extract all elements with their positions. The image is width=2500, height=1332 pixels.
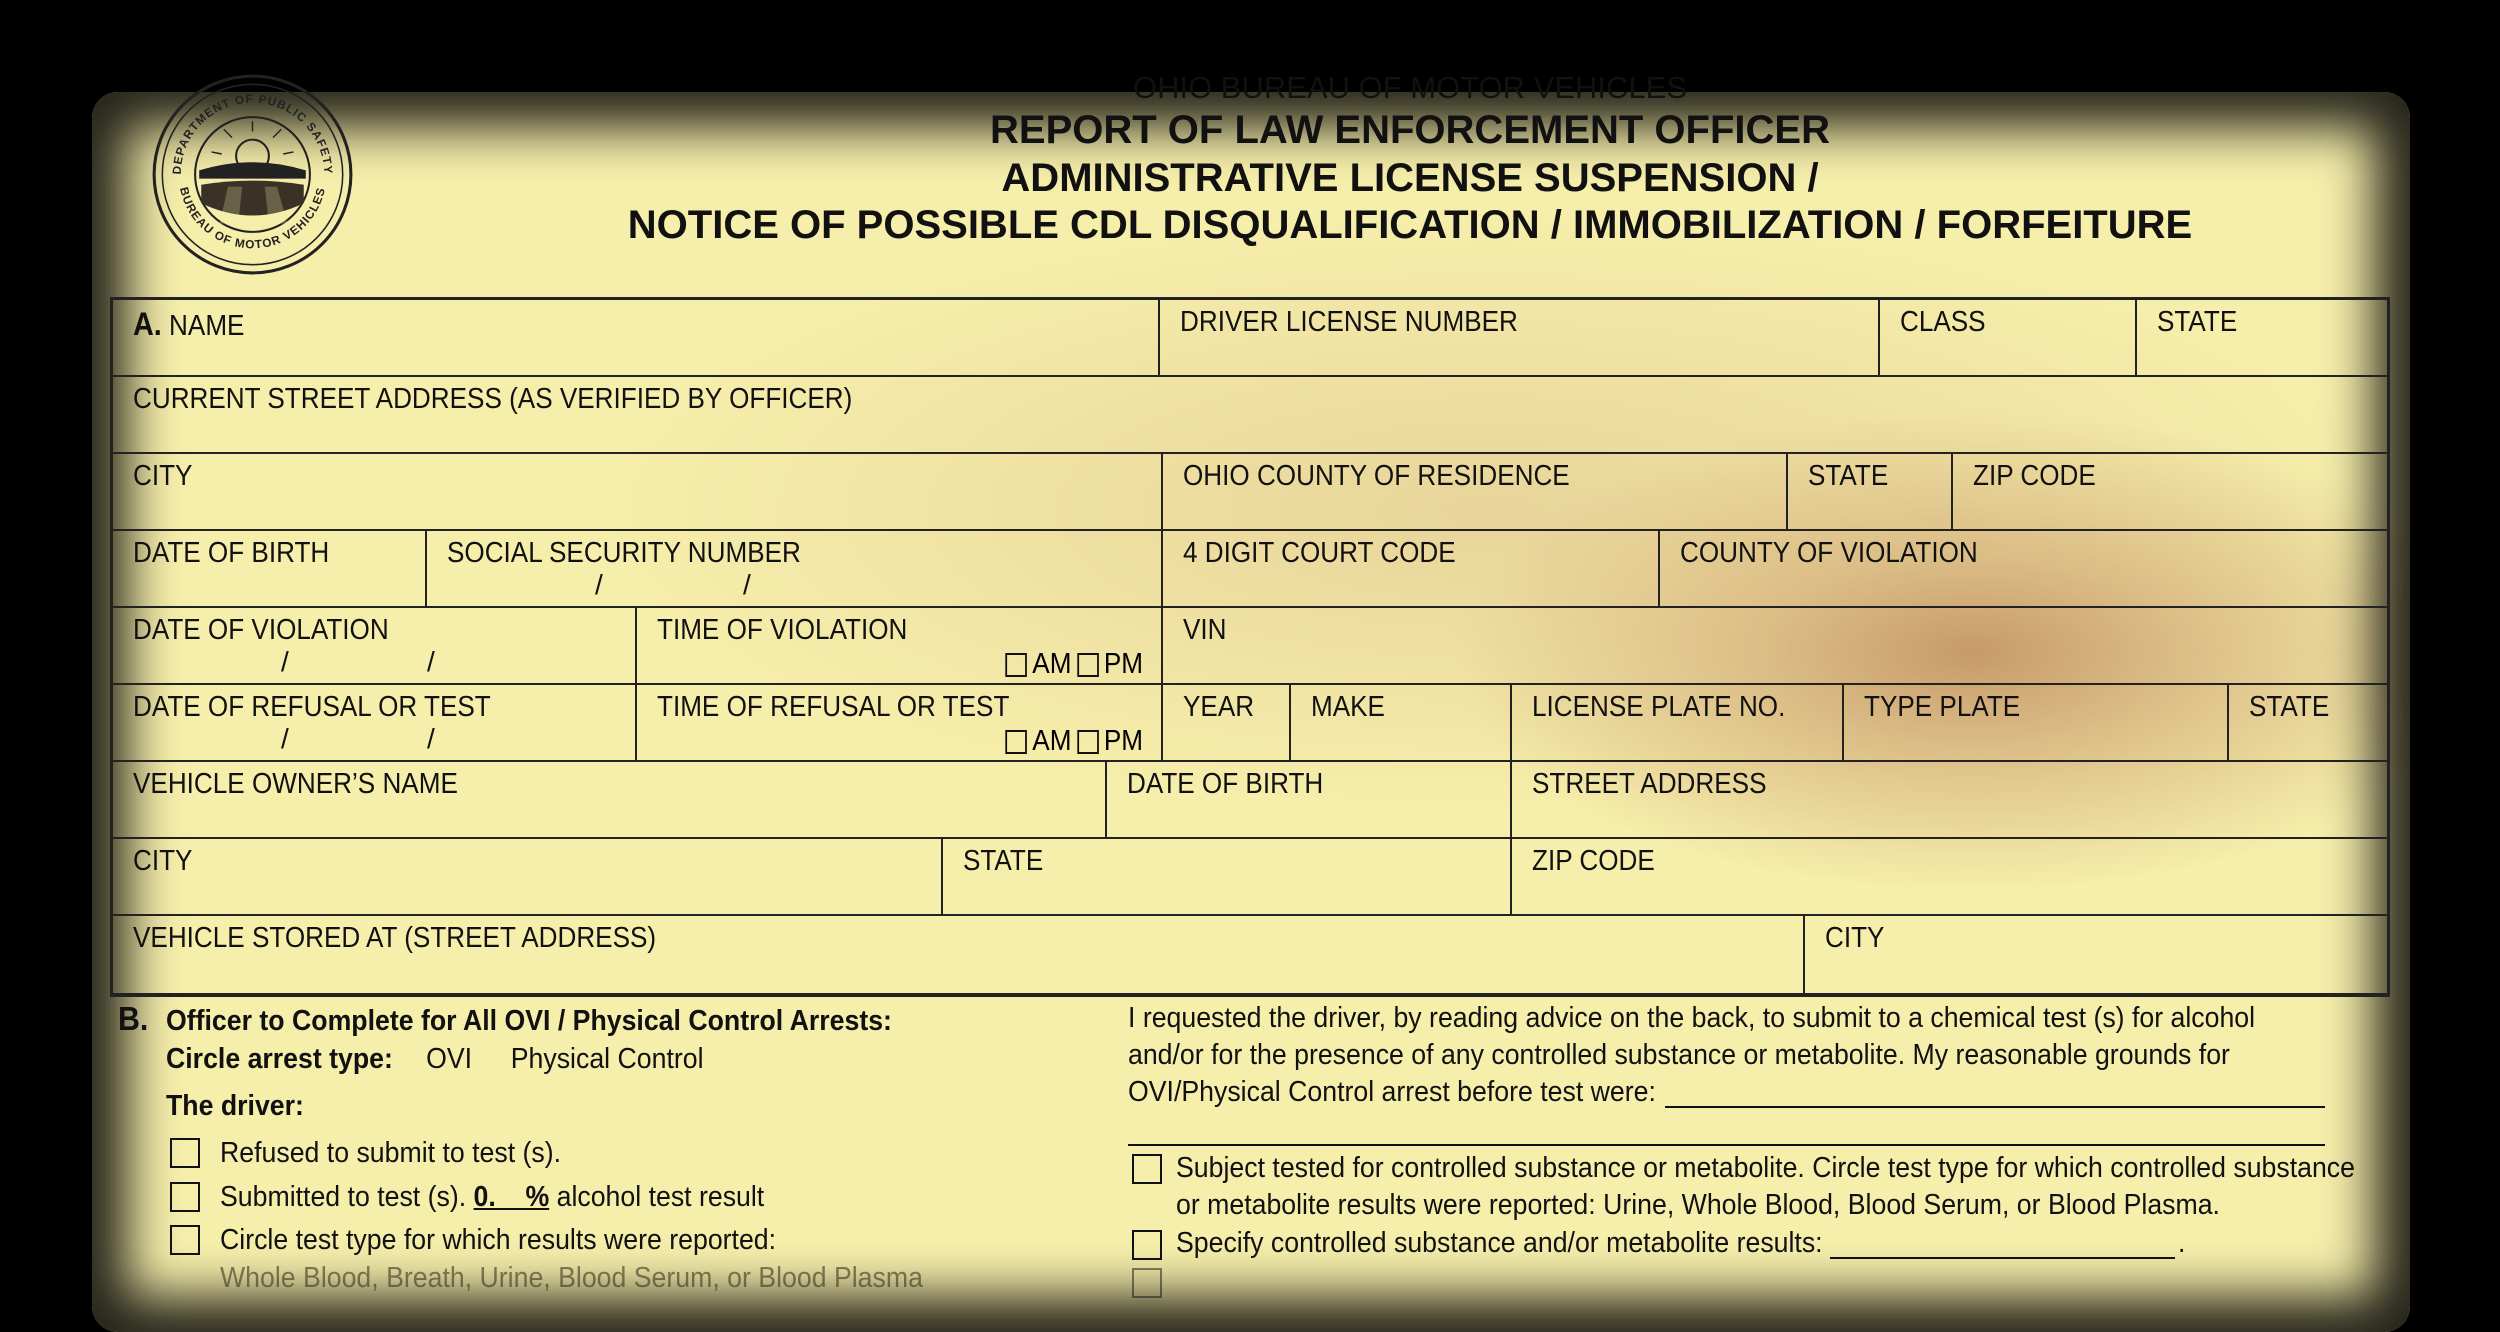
section-b-letter: B. bbox=[118, 1000, 149, 1037]
stored-at-field[interactable] bbox=[113, 916, 1803, 994]
county-violation-label: COUNTY OF VIOLATION bbox=[1680, 537, 1978, 569]
class-label: CLASS bbox=[1900, 306, 1986, 338]
row-owner bbox=[113, 762, 2387, 839]
date-slash-1: / bbox=[281, 723, 289, 754]
arrest-type-physical-control[interactable]: Physical Control bbox=[510, 1043, 704, 1075]
date-slash-1: / bbox=[281, 646, 289, 677]
svg-text:DEPARTMENT OF PUBLIC SAFETY: DEPARTMENT OF PUBLIC SAFETY bbox=[170, 92, 335, 175]
county-residence-label: OHIO COUNTY OF RESIDENCE bbox=[1183, 460, 1570, 492]
row-city bbox=[113, 454, 2387, 531]
dl-number-field[interactable] bbox=[1158, 300, 1878, 375]
specify-period: . bbox=[2178, 1227, 2186, 1259]
dl-number-label: DRIVER LICENSE NUMBER bbox=[1180, 306, 1518, 338]
partial-checkbox[interactable] bbox=[1132, 1268, 1162, 1298]
row-stored bbox=[113, 916, 2387, 994]
form-title-line3: NOTICE OF POSSIBLE CDL DISQUALIFICATION / IMMOBILIZATION / FORFEITURE bbox=[627, 203, 2193, 247]
type-plate-label: TYPE PLATE bbox=[1864, 691, 2021, 723]
row-dob bbox=[113, 531, 2387, 608]
section-b-heading: Officer to Complete for All OVI / Physical Control Arrests: bbox=[166, 1005, 892, 1037]
date-violation-label: DATE OF VIOLATION bbox=[133, 614, 389, 646]
the-driver-label: The driver: bbox=[166, 1090, 304, 1122]
dob-label: DATE OF BIRTH bbox=[1127, 768, 1324, 800]
time-refusal-field[interactable] bbox=[635, 685, 1161, 760]
circle-arrest-label: Circle arrest type: bbox=[166, 1043, 393, 1075]
time-refusal-label: TIME OF REFUSAL OR TEST bbox=[657, 691, 1010, 723]
specify-results-line[interactable] bbox=[1830, 1257, 2175, 1259]
owner-dob-field[interactable] bbox=[1105, 762, 1510, 837]
refused-label: Refused to submit to test (s). bbox=[220, 1137, 562, 1169]
city-field[interactable] bbox=[113, 454, 1161, 529]
owner-zip-field[interactable] bbox=[1510, 839, 2393, 914]
vin-label: VIN bbox=[1183, 614, 1227, 646]
owner-state-field[interactable] bbox=[941, 839, 1510, 914]
year-field[interactable] bbox=[1161, 685, 1289, 760]
court-code-label: 4 DIGIT COURT CODE bbox=[1183, 537, 1456, 569]
pm-checkbox[interactable] bbox=[1077, 653, 1099, 677]
owner-city-field[interactable] bbox=[113, 839, 941, 914]
seal-logo bbox=[150, 72, 355, 277]
test-types-list: Whole Blood, Breath, Urine, Blood Serum, or Blood Plasma bbox=[220, 1262, 923, 1294]
row-owner-city bbox=[113, 839, 2387, 916]
plate-number-field[interactable] bbox=[1510, 685, 1842, 760]
reasonable-grounds-line-1[interactable] bbox=[1665, 1106, 2325, 1108]
stored-city-field[interactable] bbox=[1803, 916, 2393, 994]
owner-name-label: VEHICLE OWNER’S NAME bbox=[133, 768, 458, 800]
request-paragraph-line3: OVI/Physical Control arrest before test were: bbox=[1128, 1076, 1656, 1108]
alcohol-result-label: alcohol test result bbox=[556, 1181, 765, 1213]
form-title-line2: ADMINISTRATIVE LICENSE SUSPENSION / bbox=[1001, 156, 1819, 200]
vin-field[interactable] bbox=[1161, 608, 2393, 683]
arrest-type-ovi[interactable]: OVI bbox=[426, 1043, 473, 1075]
license-state-field[interactable] bbox=[2135, 300, 2393, 375]
name-field[interactable] bbox=[113, 300, 1158, 375]
pm-label: PM bbox=[1103, 725, 1143, 757]
specify-label: Specify controlled substance and/or metabolite results: bbox=[1176, 1227, 1823, 1259]
street-label: CURRENT STREET ADDRESS (AS VERIFIED BY OFFICER) bbox=[133, 383, 853, 415]
test-type-checkbox[interactable] bbox=[170, 1225, 200, 1255]
submitted-label: Submitted to test (s). bbox=[220, 1181, 467, 1213]
make-label: MAKE bbox=[1311, 691, 1385, 723]
state-label: STATE bbox=[2249, 691, 2330, 723]
section-a-grid bbox=[110, 297, 2390, 997]
zip-label: ZIP CODE bbox=[1973, 460, 2096, 492]
city-label: CITY bbox=[1825, 922, 1885, 954]
agency-name: OHIO BUREAU OF MOTOR VEHICLES bbox=[1132, 70, 1688, 105]
dob-field[interactable] bbox=[113, 531, 425, 606]
submitted-checkbox[interactable] bbox=[170, 1182, 200, 1212]
circle-test-label: Circle test type for which results were reported: bbox=[220, 1224, 777, 1256]
residence-state-field[interactable] bbox=[1786, 454, 1951, 529]
city-label: CITY bbox=[133, 460, 193, 492]
am-checkbox[interactable] bbox=[1005, 730, 1027, 754]
ssn-slash-2: / bbox=[743, 569, 751, 600]
row-address bbox=[113, 377, 2387, 454]
row-refusal bbox=[113, 685, 2387, 762]
tested-line2: or metabolite results were reported: Urine, Whole Blood, Blood Serum, or Blood Plasma. bbox=[1176, 1189, 2220, 1221]
alcohol-result-value[interactable]: 0. % bbox=[473, 1181, 550, 1213]
stored-at-label: VEHICLE STORED AT (STREET ADDRESS) bbox=[133, 922, 657, 954]
state-label: STATE bbox=[2157, 306, 2238, 338]
state-label: STATE bbox=[963, 845, 1044, 877]
specify-checkbox[interactable] bbox=[1132, 1230, 1162, 1260]
street-address-field[interactable] bbox=[113, 377, 2387, 452]
am-label: AM bbox=[1032, 725, 1072, 757]
name-label: NAME bbox=[169, 310, 245, 342]
date-refusal-field[interactable] bbox=[113, 685, 635, 760]
row-name bbox=[113, 300, 2387, 377]
refused-checkbox[interactable] bbox=[170, 1138, 200, 1168]
time-violation-field[interactable] bbox=[635, 608, 1161, 683]
tested-line1: Subject tested for controlled substance or metabolite. Circle test type for which controlled substance bbox=[1176, 1152, 2355, 1184]
svg-text:BUREAU OF MOTOR VEHICLES: BUREAU OF MOTOR VEHICLES bbox=[176, 185, 329, 252]
ssn-field[interactable] bbox=[425, 531, 1161, 606]
time-violation-label: TIME OF VIOLATION bbox=[657, 614, 908, 646]
court-code-field[interactable] bbox=[1161, 531, 1658, 606]
city-label: CITY bbox=[133, 845, 193, 877]
pm-label: PM bbox=[1103, 648, 1143, 680]
am-checkbox[interactable] bbox=[1005, 653, 1027, 677]
county-residence-field[interactable] bbox=[1161, 454, 1786, 529]
date-slash-2: / bbox=[427, 723, 435, 754]
request-paragraph-line1: I requested the driver, by reading advice on the back, to submit to a chemical test (s) for alcohol bbox=[1128, 1002, 2256, 1034]
zip-label: ZIP CODE bbox=[1532, 845, 1655, 877]
owner-street-field[interactable] bbox=[1510, 762, 2393, 837]
county-violation-field[interactable] bbox=[1658, 531, 2393, 606]
dob-label: DATE OF BIRTH bbox=[133, 537, 330, 569]
owner-name-field[interactable] bbox=[113, 762, 1105, 837]
form-title-line1: REPORT OF LAW ENFORCEMENT OFFICER bbox=[990, 108, 1830, 152]
reasonable-grounds-line-2[interactable] bbox=[1128, 1144, 2325, 1146]
plate-number-label: LICENSE PLATE NO. bbox=[1532, 691, 1786, 723]
ssn-slash-1: / bbox=[595, 569, 603, 600]
make-field[interactable] bbox=[1289, 685, 1510, 760]
plate-state-field[interactable] bbox=[2227, 685, 2393, 760]
year-label: YEAR bbox=[1183, 691, 1255, 723]
am-label: AM bbox=[1032, 648, 1072, 680]
state-label: STATE bbox=[1808, 460, 1889, 492]
date-slash-2: / bbox=[427, 646, 435, 677]
street-address-label: STREET ADDRESS bbox=[1532, 768, 1767, 800]
type-plate-field[interactable] bbox=[1842, 685, 2227, 760]
date-violation-field[interactable] bbox=[113, 608, 635, 683]
class-field[interactable] bbox=[1878, 300, 2135, 375]
ssn-label: SOCIAL SECURITY NUMBER bbox=[447, 537, 801, 569]
date-refusal-label: DATE OF REFUSAL OR TEST bbox=[133, 691, 491, 723]
row-violation bbox=[113, 608, 2387, 685]
controlled-substance-checkbox[interactable] bbox=[1132, 1154, 1162, 1184]
pm-checkbox[interactable] bbox=[1077, 730, 1099, 754]
zip-code-field[interactable] bbox=[1951, 454, 2393, 529]
request-paragraph-line2: and/or for the presence of any controlled substance or metabolite. My reasonable grounds for bbox=[1128, 1039, 2230, 1071]
section-a-letter: A. bbox=[133, 306, 162, 342]
